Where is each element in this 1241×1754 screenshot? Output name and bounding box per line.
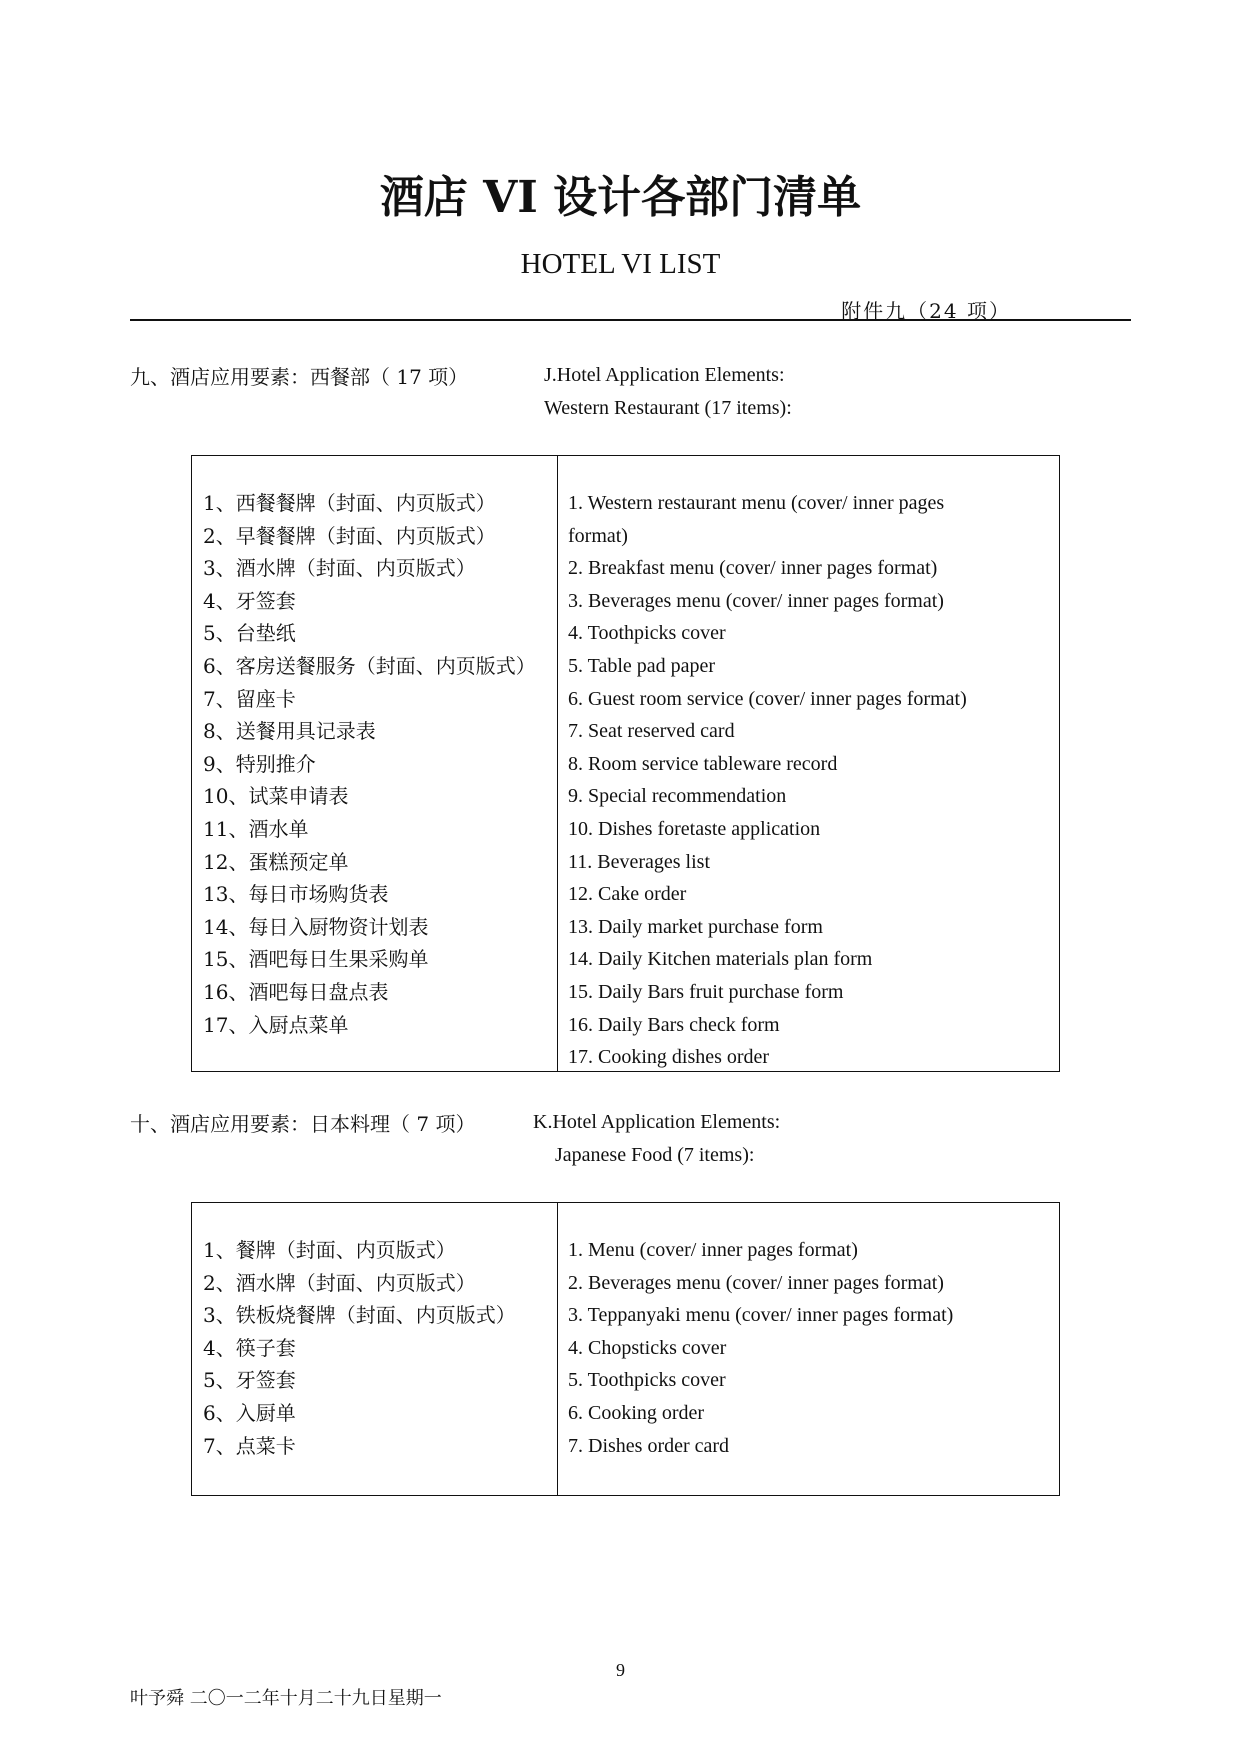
japanese-food-table — [191, 1202, 1060, 1496]
list-item: 4、筷子套 — [203, 1335, 296, 1360]
list-item: 2、酒水牌（封面、内页版式） — [203, 1270, 476, 1295]
footer-author-date: 叶予舜 二〇一二年十月二十九日星期一 — [130, 1688, 442, 1709]
list-item: 8. Room service tableware record — [568, 752, 838, 775]
list-item: 17、入厨点菜单 — [203, 1012, 349, 1037]
list-item: 5. Table pad paper — [568, 654, 716, 677]
list-item: 6、客房送餐服务（封面、内页版式） — [203, 653, 536, 678]
page-subtitle: HOTEL VI LIST — [520, 248, 721, 280]
table-column-divider — [557, 1203, 558, 1495]
list-item: 16. Daily Bars check form — [568, 1013, 780, 1036]
list-item: 5、牙签套 — [203, 1368, 296, 1393]
western-restaurant-table — [191, 455, 1060, 1072]
list-item: 13、每日市场购货表 — [203, 882, 389, 907]
list-item: 14、每日入厨物资计划表 — [203, 914, 429, 939]
list-item: 3、铁板烧餐牌（封面、内页版式） — [203, 1303, 516, 1328]
list-item: 3. Beverages menu (cover/ inner pages format) — [568, 589, 944, 612]
header-divider — [130, 319, 1131, 321]
list-item: 3、酒水牌（封面、内页版式） — [203, 556, 476, 581]
section-western-cn-heading: 九、酒店应用要素：西餐部（ 17 项） — [130, 365, 469, 389]
list-item: 7、点菜卡 — [203, 1433, 296, 1458]
list-item: 9. Special recommendation — [568, 785, 787, 808]
section-western-en-heading-line2: Western Restaurant (17 items): — [544, 397, 792, 419]
list-item: 2. Beverages menu (cover/ inner pages format) — [568, 1271, 944, 1294]
list-item: 8、送餐用具记录表 — [203, 719, 376, 744]
section-western-en-heading-line1: J.Hotel Application Elements: — [544, 364, 785, 386]
section-japanese-en-heading-line1: K.Hotel Application Elements: — [533, 1111, 781, 1133]
japanese-en-items — [568, 1234, 953, 1462]
list-item: 3. Teppanyaki menu (cover/ inner pages format) — [568, 1304, 954, 1327]
list-item: 17. Cooking dishes order — [568, 1046, 770, 1069]
section-japanese-cn-heading: 十、酒店应用要素：日本料理（ 7 项） — [130, 1112, 476, 1136]
list-item: 5. Toothpicks cover — [568, 1369, 726, 1392]
list-item: 4、牙签套 — [203, 588, 296, 613]
table-column-divider — [557, 456, 558, 1071]
list-item: 9、特别推介 — [203, 751, 316, 776]
page-number: 9 — [616, 1660, 625, 1680]
list-item: 11. Beverages list — [568, 850, 711, 873]
list-item: 7. Dishes order card — [568, 1434, 730, 1457]
appendix-label: 附件九（24 项） — [841, 299, 1011, 323]
section-japanese-en-heading-line2: Japanese Food (7 items): — [555, 1144, 755, 1166]
list-item: 2、早餐餐牌（封面、内页版式） — [203, 523, 496, 548]
list-item: 15、酒吧每日生果采购单 — [203, 947, 429, 972]
list-item: 2. Breakfast menu (cover/ inner pages format) — [568, 557, 938, 580]
list-item: 11、酒水单 — [203, 816, 309, 841]
list-item: 1、西餐餐牌（封面、内页版式） — [203, 491, 496, 515]
japanese-cn-items — [203, 1234, 516, 1462]
list-item: 1、餐牌（封面、内页版式） — [203, 1238, 456, 1262]
list-item: 6. Guest room service (cover/ inner pages format) — [568, 687, 967, 710]
list-item: 15. Daily Bars fruit purchase form — [568, 980, 844, 1003]
list-item: 1. Western restaurant menu (cover/ inner pages — [568, 492, 945, 514]
list-item: 5、台垫纸 — [203, 621, 296, 646]
list-item: 12、蛋糕预定单 — [203, 849, 349, 874]
page-title: 酒店 VI 设计各部门清单 — [379, 172, 862, 223]
list-item: 1. Menu (cover/ inner pages format) — [568, 1239, 858, 1261]
list-item: 16、酒吧每日盘点表 — [203, 979, 389, 1004]
western-en-items — [568, 487, 967, 1074]
list-item: 7、留座卡 — [203, 686, 296, 711]
list-item: 4. Toothpicks cover — [568, 622, 726, 645]
list-item: 4. Chopsticks cover — [568, 1336, 727, 1359]
list-item: 10. Dishes foretaste application — [568, 817, 821, 840]
list-item: 6. Cooking order — [568, 1401, 705, 1424]
western-cn-items — [203, 487, 536, 1041]
list-item: 14. Daily Kitchen materials plan form — [568, 948, 873, 971]
list-item: 12. Cake order — [568, 883, 687, 906]
list-item: format) — [568, 524, 628, 547]
list-item: 6、入厨单 — [203, 1400, 296, 1425]
list-item: 7. Seat reserved card — [568, 720, 735, 743]
list-item: 13. Daily market purchase form — [568, 915, 823, 938]
list-item: 10、试菜申请表 — [203, 784, 349, 809]
